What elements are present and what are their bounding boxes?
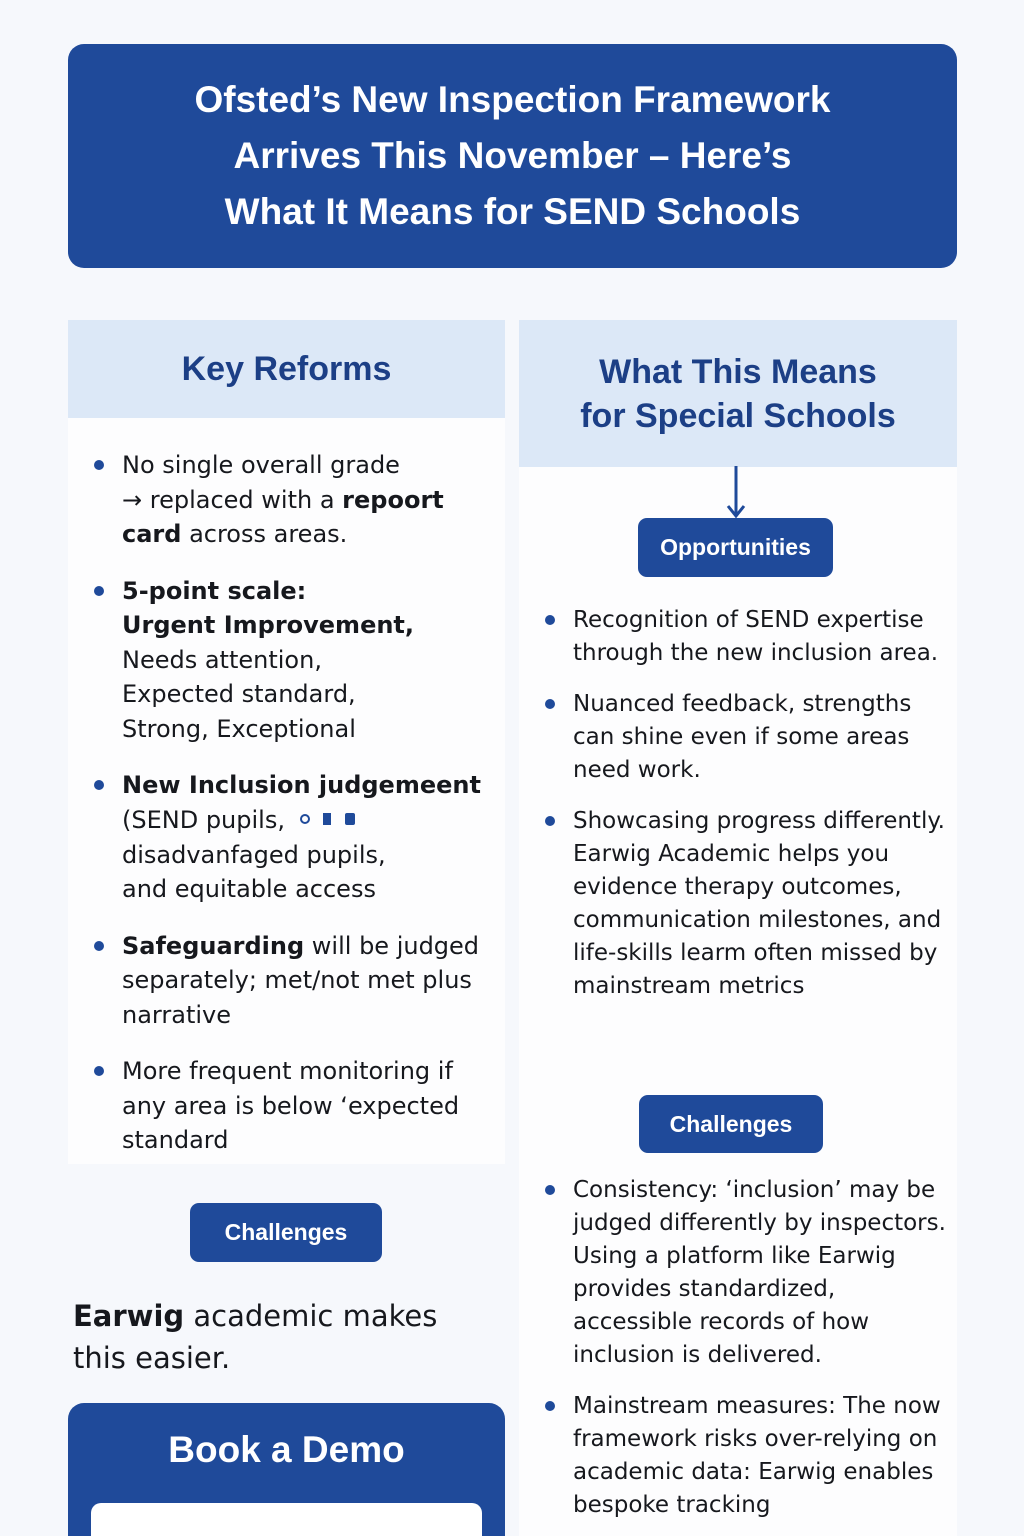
hero-banner bbox=[68, 44, 957, 268]
list-item: Mainstream measures: The now framework risks over-relying on academic data: Earwig enables bespoke tracking bbox=[519, 1390, 957, 1522]
bullet-icon bbox=[94, 460, 104, 470]
book-demo-title: Book a Demo bbox=[168, 1429, 405, 1470]
list-item: No single overall grade → replaced with a repoort card across areas. bbox=[68, 448, 505, 552]
key-reforms-heading: Key Reforms bbox=[181, 350, 392, 388]
key-reforms-header bbox=[68, 320, 505, 418]
key-reforms-list bbox=[68, 448, 505, 1180]
list-item: Recognition of SEND expertise through the new inclusion area. bbox=[519, 604, 957, 670]
demo-form-field[interactable] bbox=[91, 1503, 482, 1536]
title-line-2: Arrives This November – Here’s bbox=[233, 135, 792, 176]
opportunities-button[interactable]: Opportunities bbox=[638, 518, 833, 577]
arrow-down-icon bbox=[726, 466, 746, 522]
bullet-icon bbox=[545, 615, 555, 625]
book-demo-card bbox=[68, 1403, 505, 1536]
bullet-icon bbox=[545, 1185, 555, 1195]
special-schools-header bbox=[519, 320, 957, 467]
list-item: Consistency: ‘inclusion’ may be judged differently by inspectors. Using a platform like Earwig provides standardized, accessible records of how inclusion is delivered. bbox=[519, 1174, 957, 1372]
bullet-icon bbox=[545, 816, 555, 826]
bullet-icon bbox=[545, 699, 555, 709]
page-title bbox=[194, 72, 830, 240]
list-item: Nuanced feedback, strengths can shine even if some areas need work. bbox=[519, 688, 957, 787]
earwig-note: Earwig academic makes this easier. bbox=[73, 1299, 438, 1375]
list-item: More frequent monitoring if any area is below ‘expected standard bbox=[68, 1054, 505, 1158]
left-challenges-button[interactable]: Challenges bbox=[190, 1203, 382, 1262]
accessibility-icons bbox=[297, 803, 367, 838]
bullet-icon bbox=[94, 1066, 104, 1076]
special-schools-heading: What This Means for Special Schools bbox=[580, 352, 896, 435]
opportunities-list bbox=[519, 604, 957, 1021]
title-line-1: Ofsted’s New Inspection Framework bbox=[194, 79, 831, 120]
bullet-icon bbox=[94, 780, 104, 790]
bullet-icon bbox=[545, 1401, 555, 1411]
bullet-icon bbox=[94, 586, 104, 596]
bullet-icon bbox=[94, 941, 104, 951]
title-line-3: What It Means for SEND Schools bbox=[224, 191, 801, 232]
list-item: Showcasing progress differently. Earwig Academic helps you evidence therapy outcomes, communication milestones, and life-skills learm often missed by mainstream metrics bbox=[519, 805, 957, 1003]
challenges-list bbox=[519, 1174, 957, 1536]
list-item: New Inclusion judgemeent (SEND pupils, disadvanfaged pupils, and equitable access bbox=[68, 768, 505, 907]
list-item: Safeguarding will be judged separately; met/not met plus narrative bbox=[68, 929, 505, 1033]
list-item: 5-point scale: Urgent Improvement, Needs attention, Expected standard, Strong, Exceptional bbox=[68, 574, 505, 747]
right-challenges-button[interactable]: Challenges bbox=[639, 1095, 823, 1153]
key-reforms-panel bbox=[68, 418, 505, 1164]
